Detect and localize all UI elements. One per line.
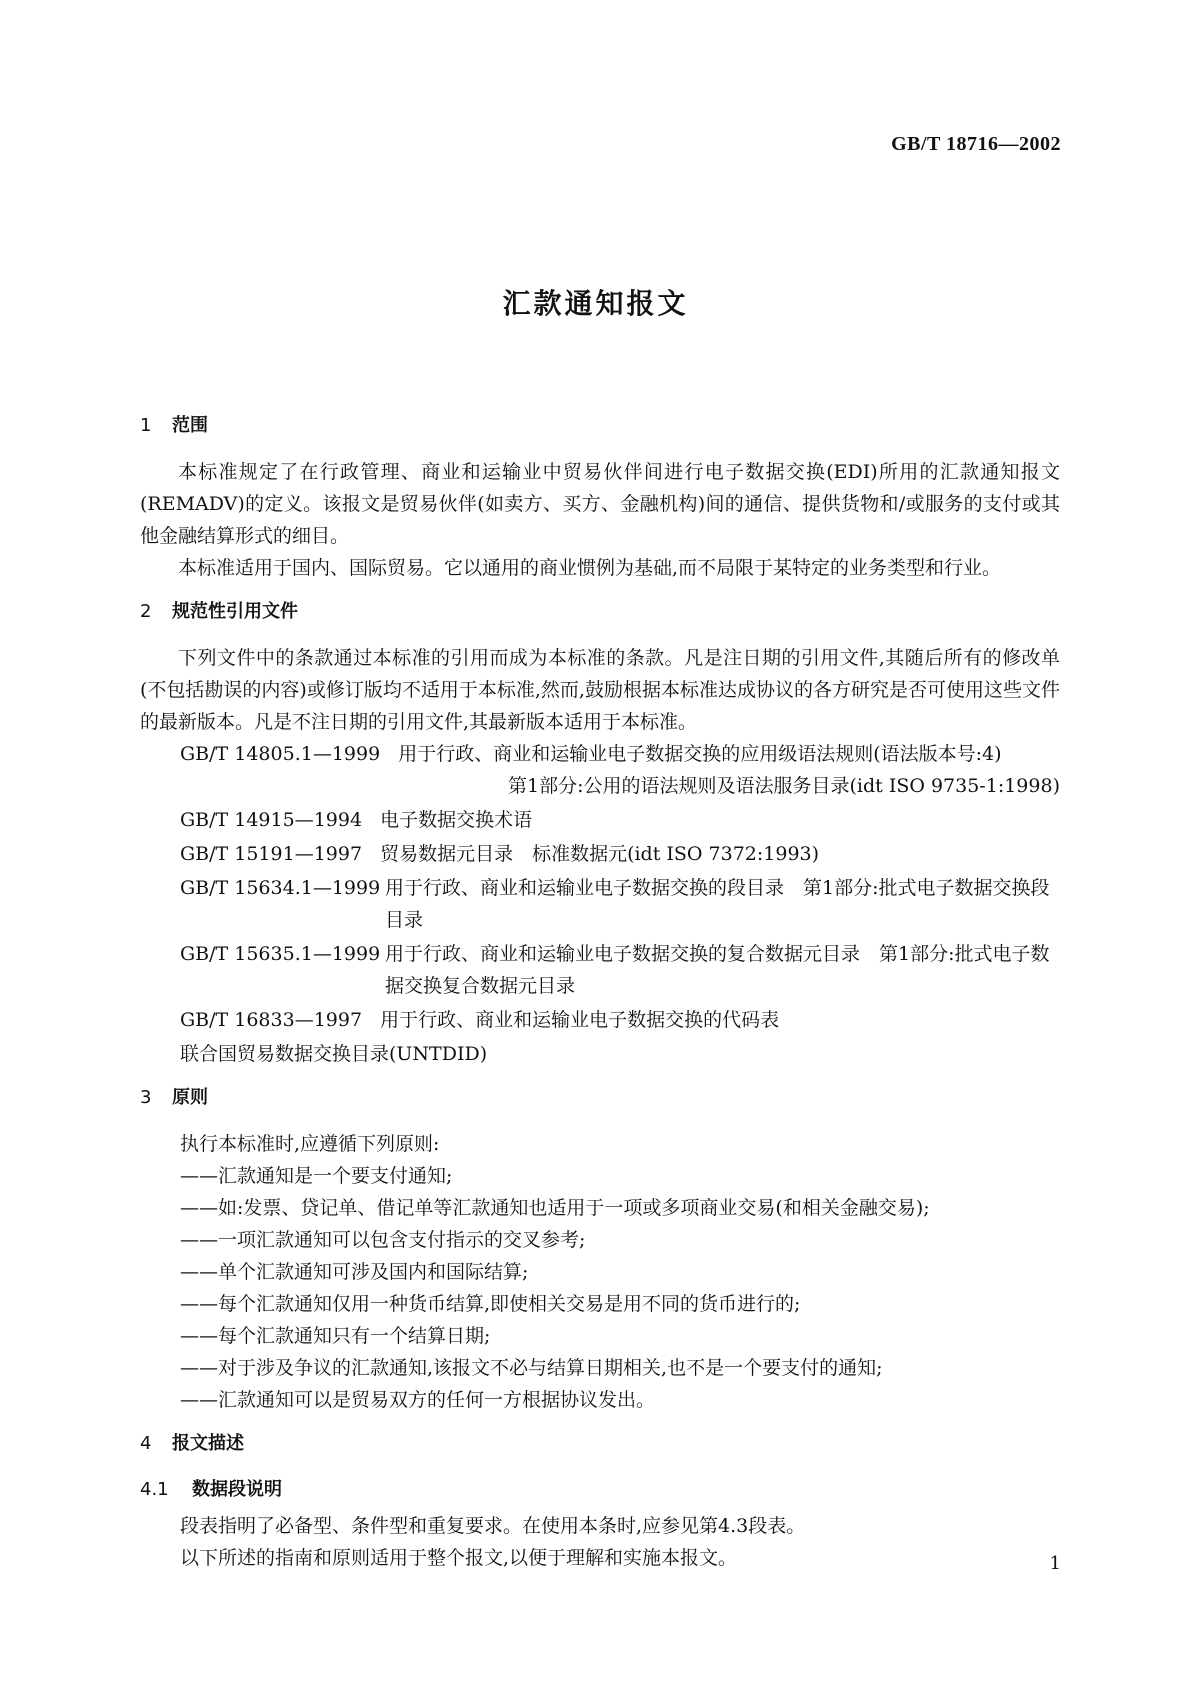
section-number: 4 [140, 1433, 152, 1454]
section-2-heading [140, 596, 1060, 628]
reference-desc: 用于行政、商业和运输业电子数据交换的段目录 第1部分:批式电子数据交换段目录 [385, 877, 1050, 931]
reference-code: GB/T 14915—1994 [180, 809, 363, 831]
list-item: ——如:发票、贷记单、借记单等汇款通知也适用于一项或多项商业交易(和相关金融交易); [180, 1197, 930, 1219]
subsection-number: 4.1 [140, 1479, 169, 1500]
list-item: ——每个汇款通知仅用一种货币结算,即使相关交易是用不同的货币进行的; [180, 1293, 801, 1315]
principle-list [180, 1128, 1060, 1416]
section-number: 2 [140, 601, 152, 622]
subsection-title: 数据段说明 [192, 1479, 282, 1500]
reference-desc: 贸易数据元目录 标准数据元(idt ISO 7372:1993) [380, 843, 820, 865]
reference-entry [180, 938, 1060, 1002]
list-item: ——汇款通知是一个要支付通知; [180, 1165, 453, 1187]
paragraph: 本标准规定了在行政管理、商业和运输业中贸易伙伴间进行电子数据交换(EDI)所用的汇款通知报文(REMADV)的定义。该报文是贸易伙伴(如卖方、买方、金融机构)间的通信、提供货物和/或服务的支付或其他金融结算形式的细目。 [140, 461, 1060, 547]
section-title: 报文描述 [172, 1433, 244, 1454]
list-item: ——单个汇款通知可涉及国内和国际结算; [180, 1261, 529, 1283]
reference-code: GB/T 15635.1—1999 [180, 943, 381, 965]
reference-entry [180, 1004, 1060, 1036]
reference-entry [180, 804, 1060, 836]
list-intro: 执行本标准时,应遵循下列原则: [180, 1133, 440, 1155]
reference-desc-line1: 用于行政、商业和运输业电子数据交换的应用级语法规则(语法版本号:4) [398, 743, 1002, 765]
reference-desc-line2: 第1部分:公用的语法规则及语法服务目录(idt ISO 9735-1:1998) [508, 775, 1060, 797]
reference-desc [398, 738, 1060, 802]
section-1-heading [140, 410, 1060, 442]
reference-desc: 联合国贸易数据交换目录(UNTDID) [180, 1043, 488, 1065]
reference-desc: 用于行政、商业和运输业电子数据交换的代码表 [380, 1009, 780, 1031]
reference-desc: 电子数据交换术语 [380, 809, 533, 831]
section-3-heading [140, 1082, 1060, 1114]
section-title: 原则 [172, 1087, 208, 1108]
reference-code: GB/T 14805.1—1999 [180, 743, 381, 765]
section-4-heading [140, 1428, 1060, 1460]
standard-code: GB/T 18716—2002 [891, 133, 1061, 155]
document-title: 汇款通知报文 [502, 287, 689, 320]
reference-code: GB/T 16833—1997 [180, 1009, 363, 1031]
page-number: 1 [1049, 1553, 1061, 1574]
reference-desc: 用于行政、商业和运输业电子数据交换的复合数据元目录 第1部分:批式电子数据交换复合数据元目录 [385, 943, 1050, 997]
reference-entry [180, 738, 1060, 802]
document-body [140, 398, 1060, 1574]
reference-code: GB/T 15634.1—1999 [180, 877, 381, 899]
list-item: ——每个汇款通知只有一个结算日期; [180, 1325, 491, 1347]
section-title: 规范性引用文件 [172, 601, 298, 622]
list-item: ——对于涉及争议的汇款通知,该报文不必与结算日期相关,也不是一个要支付的通知; [180, 1357, 883, 1379]
subsection-4-1-heading [140, 1474, 1060, 1506]
paragraph: 以下所述的指南和原则适用于整个报文,以便于理解和实施本报文。 [180, 1547, 738, 1569]
paragraph: 下列文件中的条款通过本标准的引用而成为本标准的条款。凡是注日期的引用文件,其随后所有的修改单(不包括勘误的内容)或修订版均不适用于本标准,然而,鼓励根据本标准达成协议的各方研究是否可使用这些文件的最新版本。凡是不注日期的引用文件,其最新版本适用于本标准。 [140, 647, 1060, 733]
list-item: ——一项汇款通知可以包含支付指示的交叉参考; [180, 1229, 586, 1251]
subsection-text [180, 1510, 1060, 1574]
paragraph: 本标准适用于国内、国际贸易。它以通用的商业惯例为基础,而不局限于某特定的业务类型和行业。 [178, 557, 1002, 579]
paragraph: 段表指明了必备型、条件型和重复要求。在使用本条时,应参见第4.3段表。 [180, 1515, 806, 1537]
reference-entry [180, 838, 1060, 870]
reference-entry [180, 872, 1060, 936]
section-title: 范围 [172, 415, 208, 436]
section-number: 3 [140, 1087, 152, 1108]
reference-code: GB/T 15191—1997 [180, 843, 363, 865]
section-number: 1 [140, 415, 152, 436]
list-item: ——汇款通知可以是贸易双方的任何一方根据协议发出。 [180, 1389, 656, 1411]
reference-entry [180, 1038, 1060, 1070]
